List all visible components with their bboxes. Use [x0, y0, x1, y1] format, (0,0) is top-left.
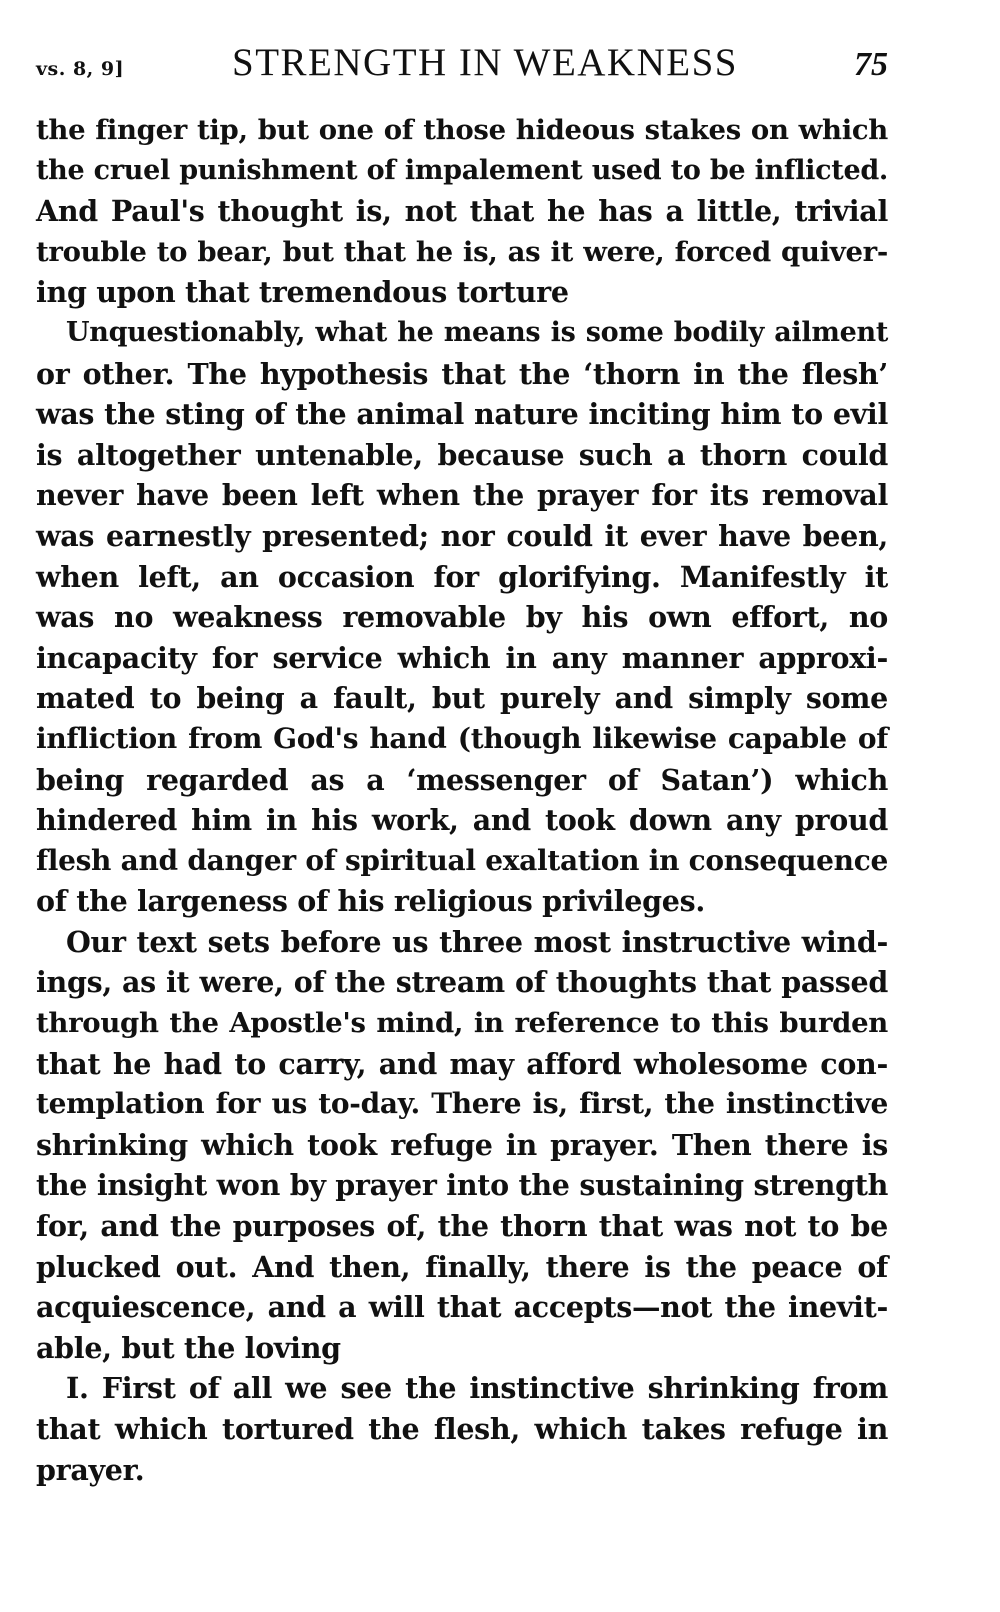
- text-line: Our text sets before us three most instructive wind-: [66, 924, 888, 959]
- text-line: hindered him in his work, and took down any proud: [36, 803, 888, 838]
- text-line: or other. The hypothesis that the ‘thorn in the flesh’: [36, 356, 888, 391]
- text-line: being regarded as a ‘messenger of Satan’) which: [36, 762, 888, 797]
- text-line: mated to being a fault, but purely and simply some: [36, 681, 888, 716]
- text-line: infliction from God's hand (though likewise capable of: [36, 721, 888, 755]
- chapter-title: STRENGTH IN WEAKNESS: [232, 41, 738, 84]
- text-line: flesh and danger of spiritual exaltation in consequence: [36, 843, 888, 877]
- text-line: through the Apostle's mind, in reference to this burden: [36, 1007, 888, 1040]
- text-line: the finger tip, but one of those hideous stakes on which: [36, 114, 888, 146]
- text-line: for, and the purposes of, the thorn that was not to be: [36, 1209, 888, 1244]
- text-line: And Paul's thought is, not that he has a little, trivial: [36, 194, 888, 229]
- text-line: the insight won by prayer into the sustaining strength: [36, 1168, 888, 1203]
- section-heading-line: that which tortured the flesh, which takes refuge in: [36, 1412, 888, 1446]
- text-line: Unquestionably, what he means is some bodily ailment: [66, 316, 888, 348]
- text-line: was earnestly presented; nor could it ever have been,: [36, 518, 888, 553]
- text-line: the cruel punishment of impalement used to be inflicted.: [36, 154, 888, 186]
- text-line: when left, an occasion for glorifying. Manifestly it: [36, 559, 888, 594]
- body-text: [36, 110, 888, 1490]
- running-head: [36, 40, 888, 110]
- text-line: never have been left when the prayer for its removal: [36, 478, 888, 513]
- text-line: plucked out. And then, finally, there is the peace of: [36, 1249, 888, 1284]
- text-line: able, but the loving: [36, 1330, 341, 1365]
- text-line: was no weakness removable by his own effort, no: [36, 600, 888, 635]
- verse-reference: vs. 8, 9]: [36, 58, 125, 80]
- section-heading-line: prayer.: [36, 1452, 145, 1487]
- text-line: was the sting of the animal nature inciting him to evil: [36, 397, 888, 432]
- text-line: templation for us to-day. There is, first, the instinctive: [36, 1087, 888, 1121]
- text-line: that he had to carry, and may afford wholesome con-: [36, 1046, 888, 1081]
- book-page: [36, 40, 888, 1490]
- text-line: trouble to bear, but that he is, as it were, forced quiver-: [36, 235, 888, 268]
- text-line: shrinking which took refuge in prayer. Then there is: [36, 1127, 888, 1162]
- page-number: 75: [854, 46, 888, 83]
- text-line: ings, as it were, of the stream of thoughts that passed: [36, 965, 888, 1000]
- text-line: is altogether untenable, because such a thorn could: [36, 437, 888, 472]
- text-line: of the largeness of his religious privileges.: [36, 884, 705, 919]
- text-line: ing upon that tremendous torture: [36, 275, 569, 310]
- text-line: acquiescence, and a will that accepts—not the inevit-: [36, 1290, 888, 1325]
- text-line: incapacity for service which in any manner approxi-: [36, 640, 888, 675]
- section-heading-line: I. First of all we see the instinctive shrinking from: [66, 1371, 888, 1406]
